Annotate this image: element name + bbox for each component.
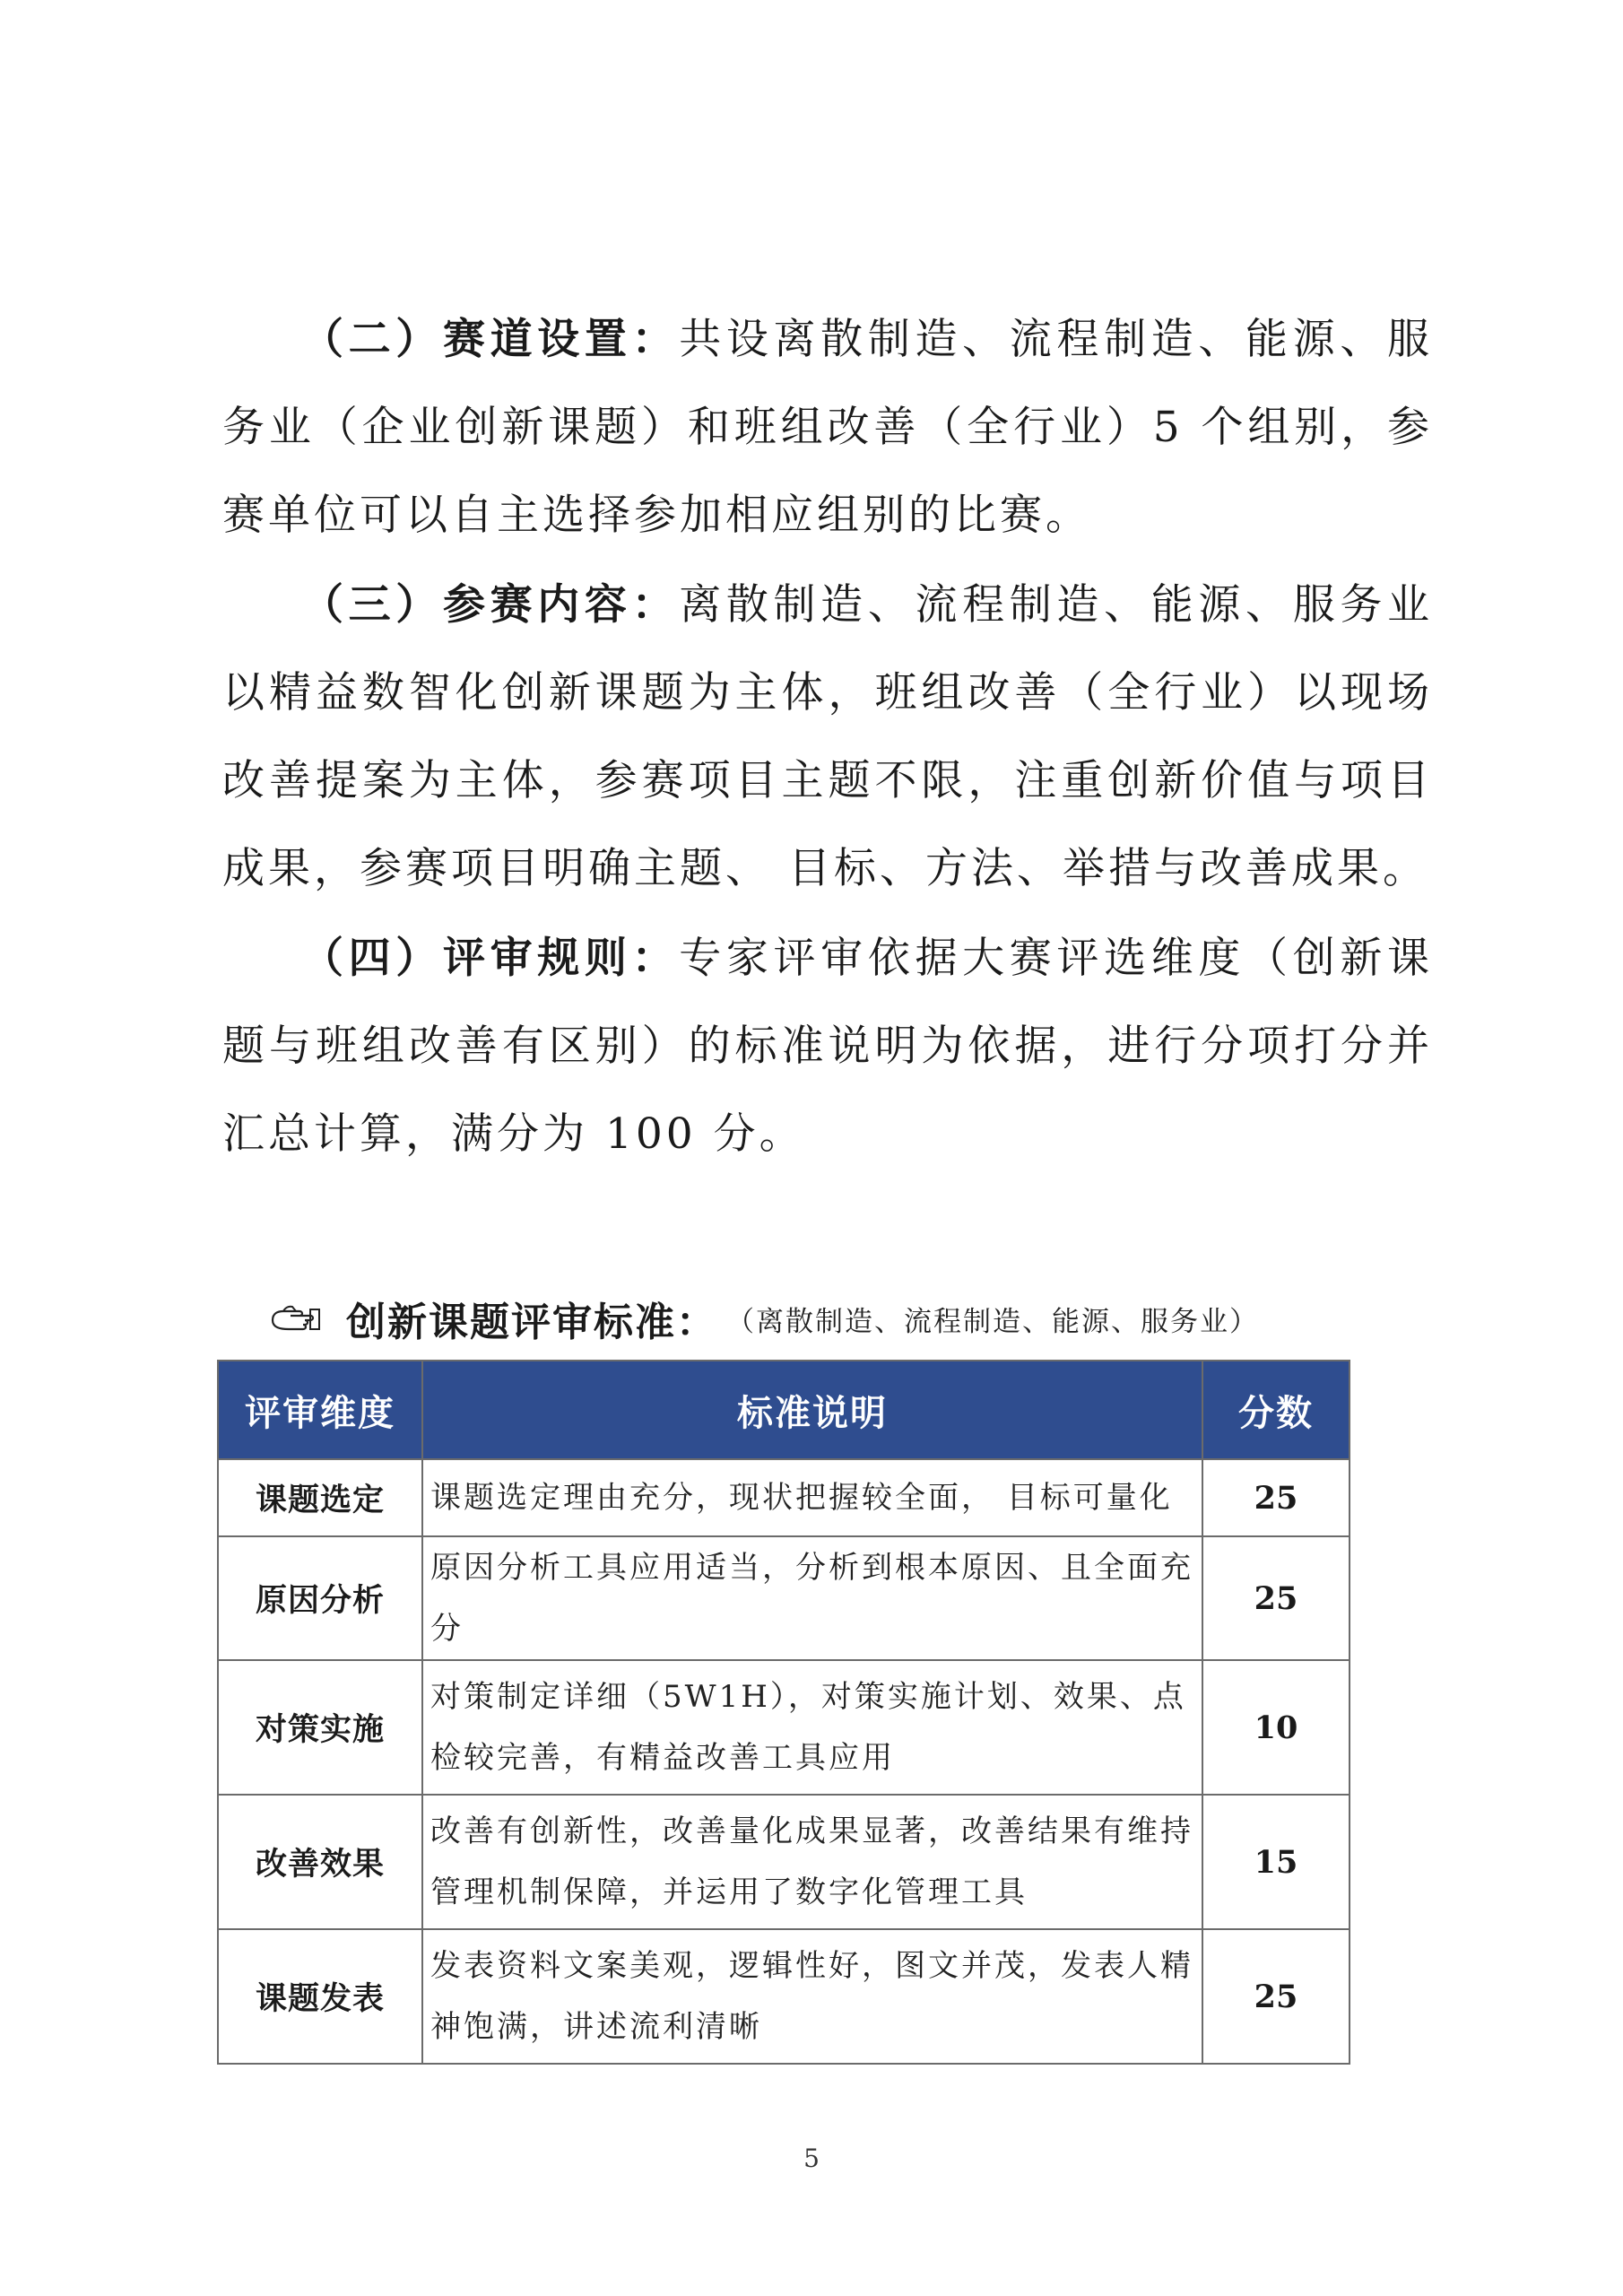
section-body: 共设离散制造、流程制造、能源、服务业（企业创新课题）和班组改善（全行业）5 个组别，参赛单位可以自主选择参加相应组别的比赛。 (222, 315, 1434, 540)
section-heading: （三）参赛内容： (301, 580, 680, 630)
standard-cell: 原因分析工具应用适当，分析到根本原因、且全面充分 (422, 1536, 1202, 1660)
score-cell: 15 (1202, 1795, 1350, 1929)
score-cell: 25 (1202, 1536, 1350, 1660)
score-cell: 25 (1202, 1929, 1350, 2064)
section-competition-content (222, 561, 1433, 913)
standard-cell: 改善有创新性，改善量化成果显著，改善结果有维持管理机制保障，并运用了数字化管理工具 (422, 1795, 1202, 1929)
table-title: 创新课题评审标准： (346, 1300, 717, 1345)
table-row (218, 1795, 1350, 1929)
header-dimension: 评审维度 (218, 1361, 422, 1459)
table-row (218, 1459, 1350, 1536)
table-header-row (218, 1361, 1350, 1459)
standard-cell: 对策制定详细（5W1H），对策实施计划、效果、点检较完善，有精益改善工具应用 (422, 1660, 1202, 1795)
pointing-hand-icon (269, 1300, 325, 1336)
header-score: 分数 (1202, 1361, 1350, 1459)
score-cell: 25 (1202, 1459, 1350, 1536)
standard-cell: 发表资料文案美观，逻辑性好，图文并茂，发表人精神饱满，讲述流利清晰 (422, 1929, 1202, 2064)
review-criteria-table (217, 1360, 1350, 2065)
dimension-cell: 对策实施 (218, 1660, 422, 1795)
section-heading: （二）赛道设置： (301, 315, 680, 364)
table-row (218, 1536, 1350, 1660)
page-number: 5 (803, 2144, 820, 2173)
dimension-cell: 改善效果 (218, 1795, 422, 1929)
section-heading: （四）评审规则： (301, 934, 680, 983)
table-row (218, 1660, 1350, 1795)
dimension-cell: 课题选定 (218, 1459, 422, 1536)
dimension-cell: 原因分析 (218, 1536, 422, 1660)
dimension-cell: 课题发表 (218, 1929, 422, 2064)
table-subtitle: （离散制造、流程制造、能源、服务业） (726, 1305, 1259, 1338)
standard-cell: 课题选定理由充分，现状把握较全面， 目标可量化 (422, 1459, 1202, 1536)
section-body: 专家评审依据大赛评选维度（创新课题与班组改善有区别）的标准说明为依据，进行分项打分并汇总计算，满分为 100 分。 (222, 934, 1434, 1159)
section-track-setup (222, 296, 1433, 560)
header-standard: 标准说明 (422, 1361, 1202, 1459)
table-row (218, 1929, 1350, 2064)
section-body: 离散制造、流程制造、能源、服务业以精益数智化创新课题为主体，班组改善（全行业）以现场改善提案为主体，参赛项目主题不限，注重创新价值与项目成果，参赛项目明确主题、 目标、方法、举措与改善成果。 (222, 580, 1434, 893)
section-review-rules (222, 915, 1433, 1178)
score-cell: 10 (1202, 1660, 1350, 1795)
table-caption (269, 1287, 1399, 1350)
